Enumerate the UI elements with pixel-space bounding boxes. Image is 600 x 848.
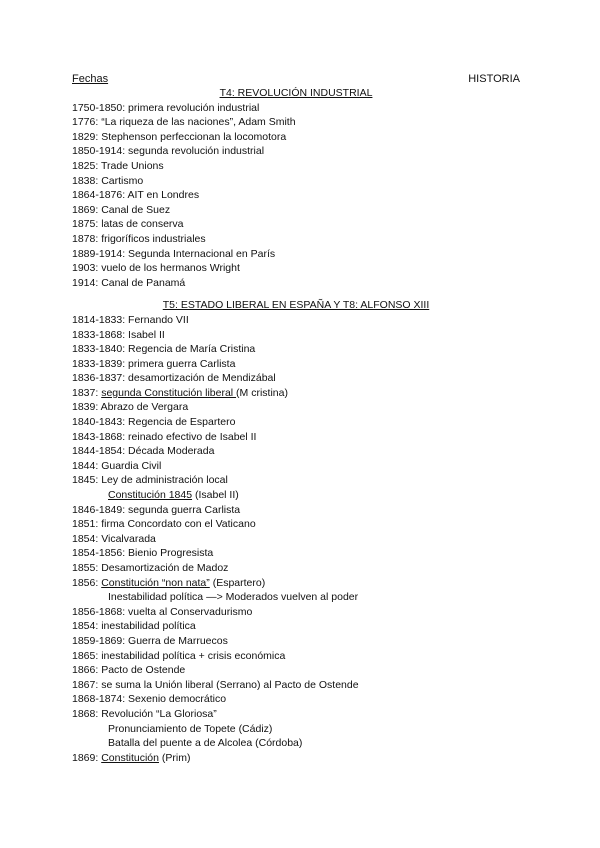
section-gap: [72, 290, 520, 298]
list-item: 1825: Trade Unions: [72, 159, 164, 172]
list-item: 1838: Cartismo: [72, 174, 144, 187]
list-item: 1866: Pacto de Ostende: [72, 664, 186, 677]
list-item: 1854-1856: Bienio Progresista: [72, 547, 214, 560]
list-item: 1840-1843: Regencia de Espartero: [72, 416, 236, 429]
item-date: 1856:: [72, 576, 102, 589]
header-right-historia: HISTORIA: [468, 73, 520, 85]
list-item: 1833-1839: primera guerra Carlista: [72, 357, 236, 370]
list-item: [72, 751, 520, 766]
list-item: 1814-1833: Fernando VII: [72, 313, 189, 326]
list-item: 1850-1914: segunda revolución industrial: [72, 145, 265, 158]
list-item: 1878: frigoríficos industriales: [72, 232, 206, 245]
underlined-constitution: Constitución: [101, 751, 159, 764]
list-item: 1856-1868: vuelta al Conservadurismo: [72, 605, 253, 618]
list-item-indented: Batalla del puente a de Alcolea (Córdoba): [108, 737, 303, 750]
list-item: 1839: Abrazo de Vergara: [72, 401, 189, 414]
section-title-t4: T4: REVOLUCIÓN INDUSTRIAL: [219, 87, 373, 99]
list-item: 1846-1849: segunda guerra Carlista: [72, 503, 241, 516]
item-rest: (Espartero): [209, 576, 266, 589]
list-item: 1854: inestabilidad política: [72, 620, 196, 633]
section2-list: [72, 313, 520, 765]
list-item: 1914: Canal de Panamá: [72, 276, 186, 289]
item-rest: (M cristina): [236, 386, 288, 399]
list-item: 1868: Revolución “La Gloriosa”: [72, 707, 217, 720]
list-item: 1836-1837: desamortización de Mendizábal: [72, 372, 276, 385]
list-item: 1829: Stephenson perfeccionan la locomotora: [72, 130, 287, 143]
list-item: 1845: Ley de administración local: [72, 474, 228, 487]
underlined-constitution: Constitución 1845: [108, 489, 193, 502]
list-item: 1844: Guardia Civil: [72, 459, 162, 472]
list-item: 1875: latas de conserva: [72, 218, 184, 231]
list-item: [72, 576, 520, 591]
list-item: 1859-1869: Guerra de Marruecos: [72, 634, 228, 647]
list-item: 1833-1868: Isabel II: [72, 328, 165, 341]
list-item: 1868-1874: Sexenio democrático: [72, 693, 227, 706]
list-item: 1903: vuelo de los hermanos Wright: [72, 262, 240, 275]
list-item: 1750-1850: primera revolución industrial: [72, 101, 260, 114]
list-item: 1776: “La riqueza de las naciones”, Adam Smith: [72, 116, 296, 129]
underlined-constitution: Constitución “non nata”: [101, 576, 210, 589]
list-item: 1833-1840: Regencia de María Cristina: [72, 343, 256, 356]
underlined-constitution: segunda Constitución liberal: [101, 386, 237, 399]
list-item: 1867: se suma la Unión liberal (Serrano) al Pacto de Ostende: [72, 678, 359, 691]
list-item: 1855: Desamortización de Madoz: [72, 562, 229, 574]
list-item: 1864-1876: AIT en Londres: [72, 189, 200, 202]
list-item-indented: Pronunciamiento de Topete (Cádiz): [108, 722, 273, 735]
list-item: 1869: Canal de Suez: [72, 203, 171, 216]
document-page: [72, 72, 520, 765]
list-item-indented: Inestabilidad política —> Moderados vuelven al poder: [108, 591, 359, 604]
section-title-t5-t8: T5: ESTADO LIBERAL EN ESPAÑA Y T8: ALFONSO XIII: [162, 299, 430, 312]
list-item: 1865: inestabilidad política + crisis económica: [72, 649, 286, 662]
list-item: [72, 386, 520, 401]
list-item: 1843-1868: reinado efectivo de Isabel II: [72, 430, 257, 443]
list-item: 1844-1854: Década Moderada: [72, 445, 215, 458]
header-left-fechas: Fechas: [72, 73, 109, 85]
page-header: [72, 72, 520, 86]
list-item: 1851: firma Concordato con el Vaticano: [72, 518, 256, 531]
list-item-indented: [72, 488, 520, 503]
item-rest: (Isabel II): [192, 489, 239, 502]
section1-list: [72, 101, 520, 291]
item-date: 1837:: [72, 386, 102, 399]
list-item: 1854: Vicalvarada: [72, 532, 156, 545]
list-item: 1889-1914: Segunda Internacional en París: [72, 247, 276, 260]
item-rest: (Prim): [158, 751, 191, 764]
item-date: 1869:: [72, 751, 102, 764]
